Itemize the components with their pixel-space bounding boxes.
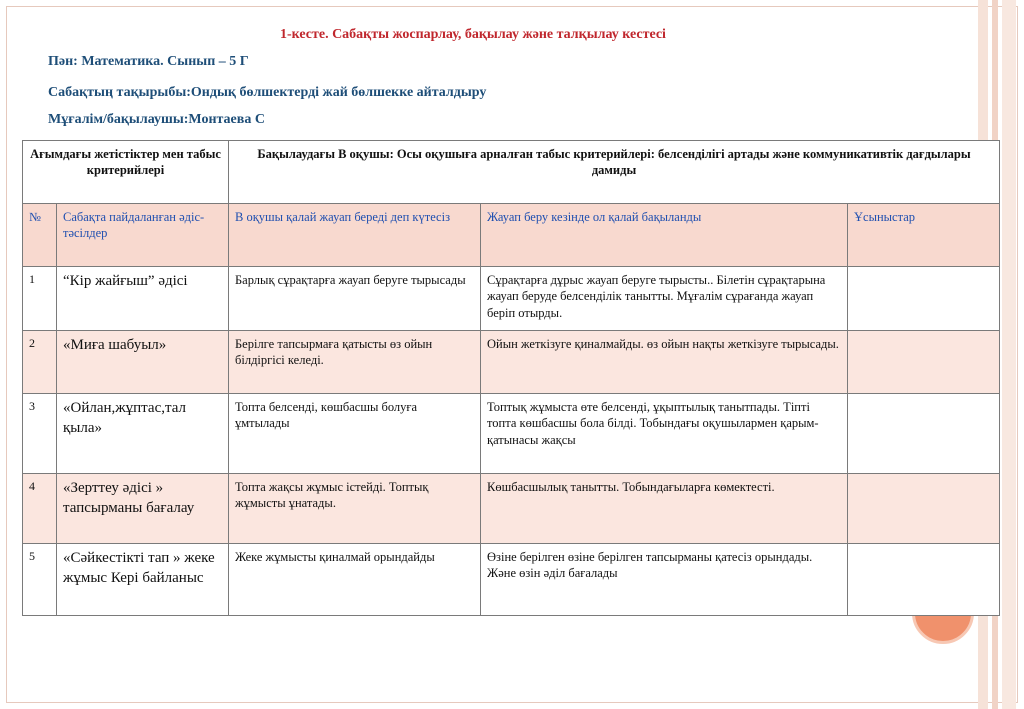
suggestion-cell [848,474,1000,544]
column-header: Жауап беру кезінде ол қалай бақыланды [481,204,848,267]
teacher-line: Мұғалім/бақылаушы:Монтаева С [48,112,265,127]
row-number: 2 [23,331,57,394]
header-student-b: Бақылаудағы В оқушы: Осы оқушыға арналған табыс критерийлері: белсенділігі артады және коммуникативтік дағдылары дамиды [229,141,1000,204]
observed-cell: Өзіне берілген өзіне берілген тапсырманы қатесіз орындады. Және өзін әділ бағалады [481,544,848,616]
lesson-observation-table [22,140,1000,616]
column-header: Сабақта пайдаланған әдіс-тәсілдер [57,204,229,267]
topic-line: Сабақтың тақырыбы:Ондық бөлшектерді жай бөлшекке айталдыру [48,85,487,100]
method-cell: «Ойлан,жұптас,тал қыла» [57,394,229,474]
expected-cell: Берілге тапсырмаға қатысты өз ойын білдіргісі келеді. [229,331,481,394]
expected-cell: Топта белсенді, көшбасшы болуға ұмтылады [229,394,481,474]
table-row [23,331,1000,394]
row-number: 5 [23,544,57,616]
suggestion-cell [848,394,1000,474]
decorative-stripe [1002,0,1016,709]
column-header: Ұсыныстар [848,204,1000,267]
method-cell: “Кір жайғыш” әдісі [57,267,229,331]
observed-cell: Ойын жеткізуге қиналмайды. өз ойын нақты жеткізуге тырысады. [481,331,848,394]
expected-cell: Жеке жұмысты қиналмай орындайды [229,544,481,616]
column-header: В оқушы қалай жауап береді деп күтесіз [229,204,481,267]
row-number: 4 [23,474,57,544]
expected-cell: Топта жақсы жұмыс істейді. Топтық жұмысты ұнатады. [229,474,481,544]
table-row [23,267,1000,331]
observed-cell: Сұрақтарға дұрыс жауап беруге тырысты.. Білетін сұрақтарына жауап беруде белсенділік танытты. Мұғалім сұрағанда жауап беріп отырды. [481,267,848,331]
suggestion-cell [848,267,1000,331]
observed-cell: Көшбасшылық танытты. Тобындағыларға көмектесті. [481,474,848,544]
table-caption: 1-кесте. Сабақты жоспарлау, бақылау және талқылау кестесі [280,27,666,42]
method-cell: «Сәйкестікті тап » жеке жұмыс Кері байланыс [57,544,229,616]
suggestion-cell [848,331,1000,394]
suggestion-cell [848,544,1000,616]
row-number: 3 [23,394,57,474]
row-number: 1 [23,267,57,331]
column-header: № [23,204,57,267]
method-cell: «Миға шабуыл» [57,331,229,394]
subject-line: Пән: Математика. Сынып – 5 Г [48,54,249,69]
table-row [23,474,1000,544]
observed-cell: Топтық жұмыста өте белсенді, ұқыптылық танытпады. Тіпті топта көшбасшы бола білді. Тобындағы оқушылармен қарым-қатынасы жақсы [481,394,848,474]
table-row [23,544,1000,616]
method-cell: «Зерттеу әдісі » тапсырманы бағалау [57,474,229,544]
header-criteria: Ағымдағы жетістіктер мен табыс критерийлері [23,141,229,204]
table-row [23,394,1000,474]
expected-cell: Барлық сұрақтарға жауап беруге тырысады [229,267,481,331]
